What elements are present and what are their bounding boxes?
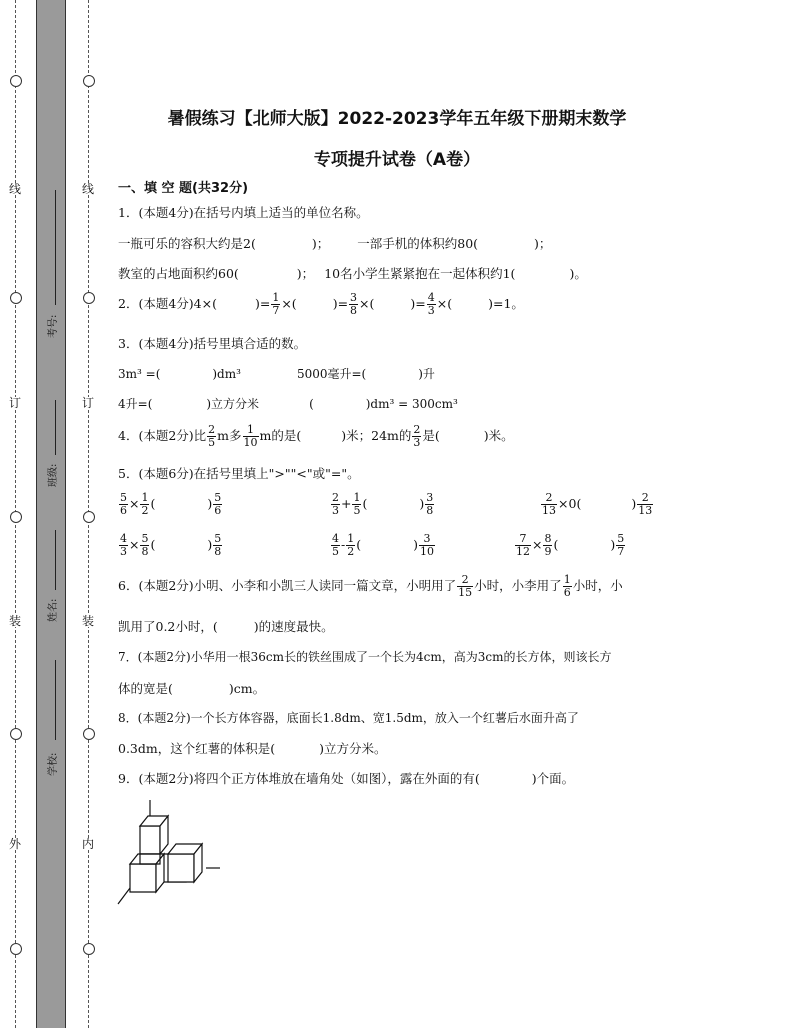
question-text: )= [410,296,426,311]
cube [140,816,168,854]
question-6-line2 [118,617,334,635]
binding-hole [83,292,95,304]
question-text: )cm。 [228,681,266,696]
compare-item: $\frac{5}{6}$ × $\frac{1}{2}$ ( ) $\frac{5}{6}$ [120,491,222,517]
margin-char: 内 [81,837,94,851]
question-text: 10名小学生紧紧抱在一起体积约1( [324,266,516,281]
question-7-line2 [118,679,265,697]
question-9 [118,769,574,787]
compare-item: $\frac{2}{3}$ + $\frac{1}{5}$ ( ) $\frac{3}{8}$ [332,491,434,517]
question-4 [118,424,514,449]
margin-char: 线 [81,182,94,196]
question-text: )的速度最快。 [253,619,334,634]
question-text: )dm³ = 300cm³ [365,397,458,411]
fraction: $\frac{1}{6}$ [563,573,571,599]
question-text: )= [332,296,349,311]
wall-corner-floor-line-left [118,888,130,904]
question-text: )； [311,236,330,251]
question-text: ×( [436,296,453,311]
binding-hole [10,75,22,87]
fraction: $\frac{2}{5}$ [208,423,216,449]
binding-hole [10,511,22,523]
binding-hole [83,511,95,523]
page-subtitle: 专项提升试卷（A卷） [313,150,481,170]
cube [168,844,202,882]
question-text: )。 [569,266,587,281]
question-text: )个面。 [531,771,575,786]
fraction: $\frac{1}{10}$ [243,423,258,449]
question-text: 一部手机的体积约80( [357,236,479,251]
question-6 [118,574,623,599]
cube [130,854,164,892]
fraction: $\frac{2}{15}$ [458,573,473,599]
question-text: )立方分米。 [319,741,387,756]
question-text: )； [296,266,315,281]
binding-hole [83,943,95,955]
question-text: 教室的占地面积约60( [118,266,239,281]
compare-item: $\frac{4}{5}$ - $\frac{1}{2}$ ( ) $\frac{3}{10}$ [332,532,435,558]
margin-char: 订 [81,396,94,410]
question-text: m的是( [259,428,302,443]
field-label-name: 姓名: [48,598,59,622]
margin-char: 装 [8,614,21,628]
field-label-class: 班级: [48,463,59,487]
question-text: 3m³ =( [118,367,161,381]
question-8-line2 [118,739,387,757]
question-text: 凯用了0.2小时，( [118,619,218,634]
question-2 [118,292,524,317]
binding-hole [10,943,22,955]
question-text: 体的宽是( [118,681,173,696]
section-heading: 一、填 空 题(共32分) [118,181,249,196]
question-text: )； [534,236,552,251]
question-text: )升 [418,367,435,381]
question-text: 9．(本题2分)将四个正方体堆放在墙角处（如图），露在外面的有( [118,771,480,786]
question-text: 是( [422,428,440,443]
question-text: )=1。 [488,296,524,311]
fraction: $\frac{1}{7}$ [272,291,280,317]
question-text: 5000毫升=( [296,367,367,381]
field-underline[interactable] [55,660,56,740]
question-text: 4．(本题2分)比 [118,428,207,443]
margin-char: 装 [81,614,94,628]
compare-item: $\frac{7}{12}$ × $\frac{8}{9}$ ( ) $\frac{5}{7}$ [516,532,625,558]
question-1-line [118,264,587,282]
compare-item: $\frac{2}{13}$ ×0( ) $\frac{2}{13}$ [542,491,653,517]
question-3-line [118,365,435,382]
compare-item: $\frac{4}{3}$ × $\frac{5}{8}$ ( ) $\frac{5}{8}$ [120,532,222,558]
question-text: 小时，小 [572,578,623,593]
field-label-exam-number: 考号: [48,314,59,338]
question-5-head: 5．(本题6分)在括号里填上">""<"或"="。 [118,466,360,481]
question-text: )= [254,296,271,311]
question-text: )立方分米 [206,397,260,411]
question-text: 0.3dm，这个红薯的体积是( [118,741,276,756]
field-label-school: 学校: [48,752,59,776]
fraction: $\frac{2}{3}$ [413,423,421,449]
question-text: ×( [359,296,375,311]
question-text: ×( [281,296,297,311]
question-1-line [118,234,551,252]
binding-hole [83,728,95,740]
question-1-head: 1．(本题4分)在括号内填上适当的单位名称。 [118,205,369,220]
margin-char: 订 [8,396,21,410]
binding-hole [83,75,95,87]
fraction: $\frac{4}{3}$ [427,291,435,317]
question-text: 一瓶可乐的容积大约是2( [118,236,256,251]
binding-hole [10,728,22,740]
stacked-cubes-figure [110,798,230,913]
margin-char: 外 [8,837,21,851]
question-text: 2．(本题4分)4×( [118,296,217,311]
question-text: m多 [217,428,242,443]
question-text: )米；24m的 [341,428,412,443]
question-text: 4升=( [118,397,153,411]
field-underline[interactable] [55,190,56,305]
page-title: 暑假练习【北师大版】2022-2023学年五年级下册期末数学 [167,109,627,129]
field-underline[interactable] [55,400,56,455]
question-3-head: 3．(本题4分)括号里填合适的数。 [118,336,307,351]
question-text: 6．(本题2分)小明、小李和小凯三人读同一篇文章，小明用了 [118,578,457,593]
question-text: 小时，小李用了 [474,578,562,593]
question-text: )dm³ [212,367,241,381]
fraction: $\frac{3}{8}$ [350,291,358,317]
field-underline[interactable] [55,530,56,590]
binding-hole [10,292,22,304]
margin-char: 线 [8,182,21,196]
question-text: )米。 [483,428,514,443]
question-7: 7．(本题2分)小华用一根36cm长的铁丝围成了一个长为4cm，高为3cm的长方体，则该长方 [118,650,612,664]
question-8: 8．(本题2分)一个长方体容器，底面长1.8dm、宽1.5dm，放入一个红薯后水面升高了 [118,711,579,725]
question-3-line [118,395,458,412]
question-text: ( [309,397,314,411]
